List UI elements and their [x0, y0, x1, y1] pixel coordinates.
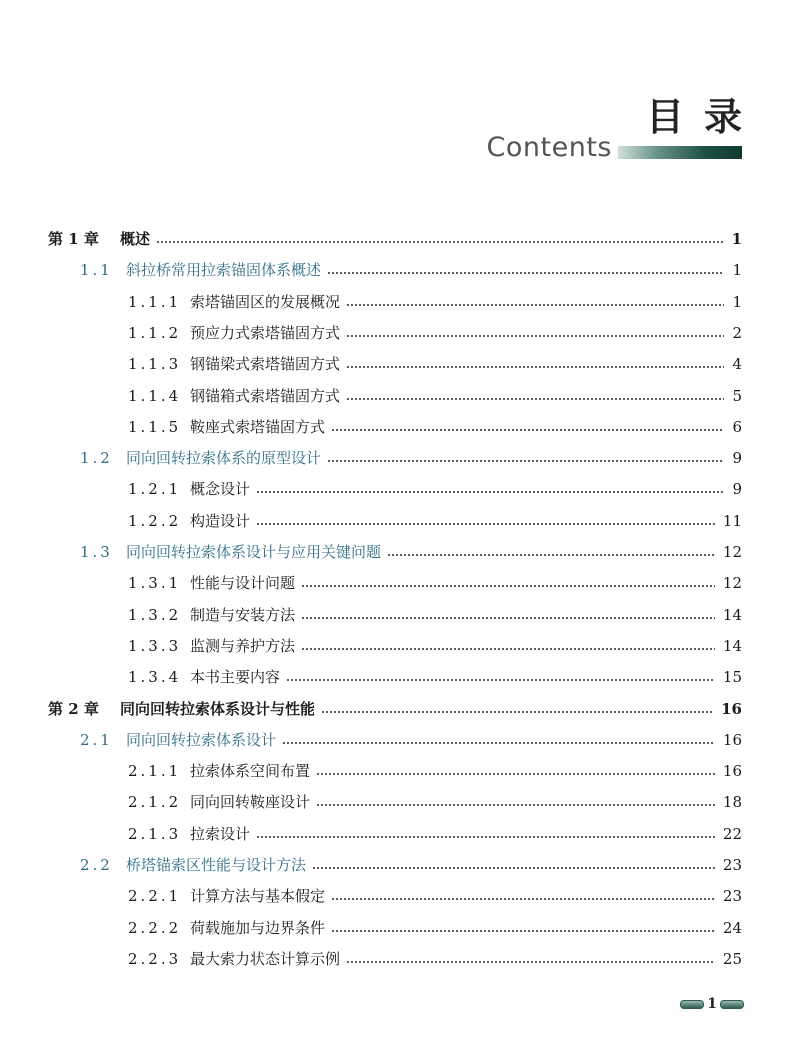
toc-entry-page: 6 — [732, 417, 742, 436]
toc-entry-title: 概述 — [120, 230, 151, 248]
toc-entry-number: 1.1 — [80, 261, 113, 280]
toc-entry-title: 构造设计 — [190, 511, 251, 530]
toc-entry-number: 2.1.3 — [128, 824, 182, 843]
toc-dot-leader — [301, 585, 715, 587]
toc-subsection-entry[interactable] — [128, 789, 742, 815]
toc-entry-title: 同向回转拉索体系设计 — [126, 730, 277, 749]
toc-entry-number: 第 1 章 — [48, 230, 99, 248]
toc-entry-number: 2.2 — [80, 856, 113, 874]
toc-entry-title: 拉索设计 — [190, 824, 251, 843]
footer-page-number: 1 — [707, 996, 717, 1012]
toc-entry-page: 1 — [732, 261, 742, 280]
toc-entry-page: 9 — [732, 449, 742, 468]
toc-entry-page: 5 — [732, 386, 742, 405]
toc-dot-leader — [327, 460, 724, 462]
toc-entry-number: 1.1.2 — [128, 323, 182, 342]
toc-entry-title: 鞍座式索塔锚固方式 — [190, 417, 326, 436]
toc-entry-number: 2.1.2 — [128, 793, 182, 812]
toc-entry-number: 2.1.1 — [128, 762, 182, 781]
toc-entry-number: 1.3.2 — [128, 605, 182, 624]
toc-dot-leader — [286, 679, 715, 681]
toc-entry-page: 25 — [722, 949, 742, 968]
toc-entry-number: 第 2 章 — [48, 699, 99, 718]
toc-entry-page: 1 — [732, 292, 742, 311]
toc-subsection-entry[interactable] — [128, 383, 742, 409]
toc-dot-leader — [256, 491, 724, 493]
toc-section-entry[interactable] — [80, 539, 742, 565]
toc-entry-title: 同向回转鞍座设计 — [190, 793, 311, 812]
toc-entry-page: 9 — [732, 480, 742, 499]
toc-dot-leader — [346, 398, 724, 400]
toc-entry-title: 性能与设计问题 — [190, 574, 296, 593]
page-footer — [680, 994, 744, 1014]
toc-entry-page: 4 — [732, 355, 742, 374]
toc-entry-page: 24 — [722, 918, 742, 937]
toc-entry-number: 2.2.1 — [128, 887, 182, 906]
toc-entry-title: 斜拉桥常用拉索锚固体系概述 — [126, 261, 322, 280]
toc-subsection-entry[interactable] — [128, 883, 742, 909]
toc-dot-leader — [387, 554, 715, 556]
toc-entry-title: 本书主要内容 — [190, 668, 281, 687]
toc-chapter-entry[interactable] — [48, 696, 742, 722]
toc-entry-number: 1.3 — [80, 543, 113, 561]
toc-entry-page: 15 — [722, 668, 742, 687]
toc-entry-page: 16 — [722, 762, 742, 781]
toc-subsection-entry[interactable] — [128, 602, 742, 628]
toc-entry-page: 1 — [731, 230, 742, 248]
toc-entry-title: 拉索体系空间布置 — [190, 762, 311, 781]
toc-section-entry[interactable] — [80, 727, 742, 753]
toc-entry-title: 索塔锚固区的发展概况 — [190, 292, 341, 311]
toc-dot-leader — [301, 648, 715, 650]
toc-entry-number: 1.1.4 — [128, 386, 182, 405]
toc-section-entry[interactable] — [80, 445, 742, 471]
toc-chapter-entry[interactable] — [48, 226, 742, 252]
toc-entry-title: 概念设计 — [190, 480, 251, 499]
toc-entry-number: 1.2 — [80, 449, 113, 468]
toc-dot-leader — [156, 241, 724, 243]
toc-entry-title: 最大索力状态计算示例 — [190, 949, 341, 968]
toc-entry-title: 计算方法与基本假定 — [190, 887, 326, 906]
toc-subsection-entry[interactable] — [128, 320, 742, 346]
toc-entry-number: 1.1.3 — [128, 355, 182, 374]
toc-subsection-entry[interactable] — [128, 946, 742, 972]
toc-dot-leader — [301, 617, 715, 619]
toc-subsection-entry[interactable] — [128, 351, 742, 377]
toc-entry-number: 2.2.3 — [128, 949, 182, 968]
toc-entry-page: 14 — [722, 636, 742, 655]
toc-entry-title: 钢锚箱式索塔锚固方式 — [190, 386, 341, 405]
toc-dot-leader — [316, 773, 715, 775]
toc-entry-title: 荷载施加与边界条件 — [190, 918, 326, 937]
toc-entry-title: 桥塔锚索区性能与设计方法 — [126, 856, 307, 874]
toc-entry-page: 12 — [722, 543, 742, 561]
toc-subsection-entry[interactable] — [128, 758, 742, 784]
page-header — [342, 84, 762, 174]
toc-entry-title: 监测与养护方法 — [190, 636, 296, 655]
toc-entry-title: 同向回转拉索体系的原型设计 — [126, 449, 322, 468]
toc-section-entry[interactable] — [80, 257, 742, 283]
toc-entry-title: 钢锚梁式索塔锚固方式 — [190, 355, 341, 374]
toc-entry-page: 14 — [722, 605, 742, 624]
toc-entry-title: 预应力式索塔锚固方式 — [190, 323, 341, 342]
toc-entry-number: 1.1.1 — [128, 292, 182, 311]
toc-entry-page: 23 — [722, 887, 742, 906]
toc-entry-number: 1.2.2 — [128, 511, 182, 530]
toc-section-entry[interactable] — [80, 852, 742, 878]
toc-subsection-entry[interactable] — [128, 476, 742, 502]
title-chinese: 目录 — [645, 95, 762, 139]
toc-dot-leader — [346, 304, 724, 306]
toc-entry-page: 23 — [722, 856, 742, 874]
toc-dot-leader — [331, 429, 724, 431]
toc-entry-title: 制造与安装方法 — [190, 605, 296, 624]
toc-subsection-entry[interactable] — [128, 915, 742, 941]
toc-entry-number: 1.3.1 — [128, 574, 182, 593]
toc-dot-leader — [256, 836, 715, 838]
toc-subsection-entry[interactable] — [128, 664, 742, 690]
toc-dot-leader — [327, 272, 724, 274]
toc-subsection-entry[interactable] — [128, 508, 742, 534]
toc-entry-title: 同向回转拉索体系设计与性能 — [120, 699, 316, 718]
toc-entry-page: 16 — [721, 699, 742, 718]
toc-entry-page: 16 — [722, 730, 742, 749]
toc-dot-leader — [331, 898, 715, 900]
toc-entry-number: 1.2.1 — [128, 480, 182, 499]
toc-entry-title: 同向回转拉索体系设计与应用关键问题 — [126, 543, 382, 561]
toc-dot-leader — [346, 961, 715, 963]
toc-entry-page: 12 — [722, 574, 742, 593]
toc-dot-leader — [312, 867, 715, 869]
toc-dot-leader — [321, 711, 713, 713]
toc-subsection-entry[interactable] — [128, 633, 742, 659]
toc-dot-leader — [346, 366, 724, 368]
toc-entry-number: 2.2.2 — [128, 918, 182, 937]
title-accent-bar — [618, 146, 742, 159]
toc-entry-page: 18 — [722, 793, 742, 812]
toc-dot-leader — [256, 523, 715, 525]
toc-entry-number: 2.1 — [80, 730, 113, 749]
toc-entry-page: 11 — [722, 511, 742, 530]
toc-subsection-entry[interactable] — [128, 821, 742, 847]
toc-entry-number: 1.3.3 — [128, 636, 182, 655]
toc-subsection-entry[interactable] — [128, 570, 742, 596]
toc-dot-leader — [316, 804, 715, 806]
toc-dot-leader — [282, 742, 715, 744]
toc-entry-number: 1.3.4 — [128, 668, 182, 687]
toc-dot-leader — [346, 335, 724, 337]
toc-entry-number: 1.1.5 — [128, 417, 182, 436]
toc-subsection-entry[interactable] — [128, 289, 742, 315]
toc-dot-leader — [331, 930, 715, 932]
footer-left-ornament — [680, 1000, 704, 1009]
toc-entry-page: 2 — [732, 323, 742, 342]
toc-entry-page: 22 — [722, 824, 742, 843]
toc-subsection-entry[interactable] — [128, 414, 742, 440]
footer-right-ornament — [720, 1000, 744, 1009]
title-english: Contents — [486, 132, 612, 163]
